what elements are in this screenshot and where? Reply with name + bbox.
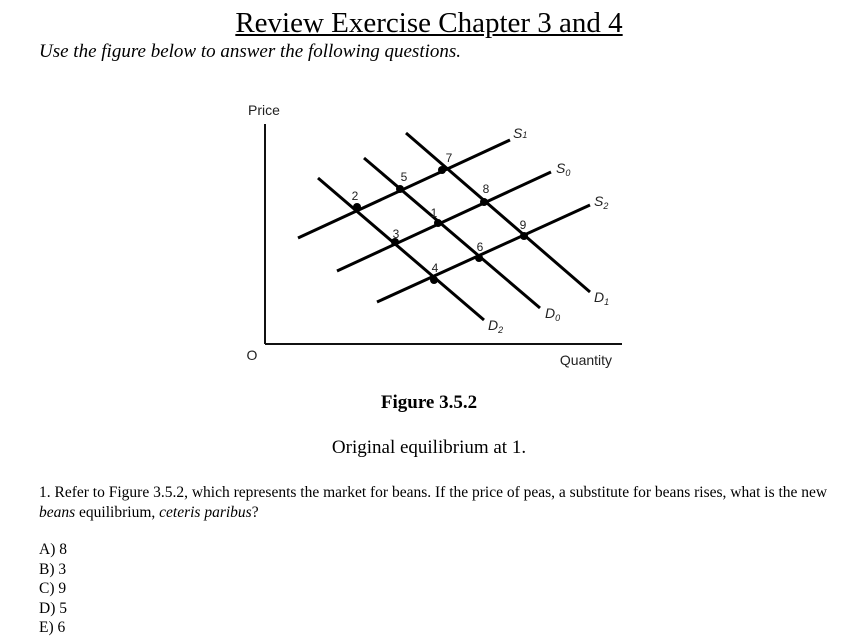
question-number: 1.	[39, 484, 51, 501]
point-1-label: 1	[430, 206, 438, 220]
point-9-dot	[520, 232, 528, 240]
label-d2: $D_2$	[488, 317, 504, 335]
demand-curve-d0	[364, 158, 540, 308]
origin-label: O	[246, 347, 258, 363]
y-axis-label: Price	[248, 102, 280, 118]
point-2-label: 2	[351, 189, 359, 203]
demand-curve-d2	[318, 178, 484, 320]
point-7-label: 7	[445, 151, 453, 165]
point-5-dot	[396, 185, 404, 193]
supply-curve-s2	[377, 205, 590, 302]
point-3-label: 3	[392, 227, 400, 241]
x-axis-label: Quantity	[559, 352, 613, 368]
question-text-c: equilibrium,	[75, 503, 160, 521]
point-4-dot	[430, 276, 438, 284]
question-1	[39, 483, 829, 522]
option-e[interactable]: E) 6	[39, 619, 66, 636]
point-7-dot	[438, 166, 446, 174]
point-4-label: 4	[431, 261, 439, 275]
point-8-label: 8	[482, 182, 490, 196]
option-a[interactable]: A) 8	[39, 541, 67, 558]
label-d1: $D_1$	[594, 289, 610, 307]
question-text-a: Refer to Figure 3.5.2, which represents the market for beans. If the price of peas, a substitute for beans rises, what is the new	[54, 484, 828, 501]
point-6-dot	[475, 254, 483, 262]
label-s1: S1	[513, 125, 528, 141]
point-6-label: 6	[476, 240, 484, 254]
point-8-dot	[480, 198, 488, 206]
question-text-d: ceteris paribus	[159, 503, 252, 521]
point-9-label: 9	[519, 218, 527, 232]
label-s2: $S_2$	[594, 193, 609, 211]
document-title: Review Exercise Chapter 3 and 4	[235, 7, 623, 39]
question-text-e: ?	[251, 503, 259, 521]
equilibrium-note: Original equilibrium at 1.	[331, 437, 527, 458]
point-2-dot	[353, 203, 361, 211]
answer-options	[39, 540, 67, 638]
label-s0: $S_0$	[556, 160, 571, 178]
point-5-label: 5	[400, 170, 408, 184]
option-b[interactable]: B) 3	[39, 560, 67, 578]
question-text-b: beans	[39, 503, 76, 521]
label-d0: $D_0$	[545, 305, 561, 323]
option-c[interactable]: C) 9	[39, 580, 67, 597]
option-d[interactable]: D) 5	[39, 599, 67, 617]
point-1-dot	[434, 219, 442, 227]
figure-caption: Figure 3.5.2	[380, 392, 478, 413]
instruction-text: Use the figure below to answer the following questions.	[39, 41, 462, 62]
